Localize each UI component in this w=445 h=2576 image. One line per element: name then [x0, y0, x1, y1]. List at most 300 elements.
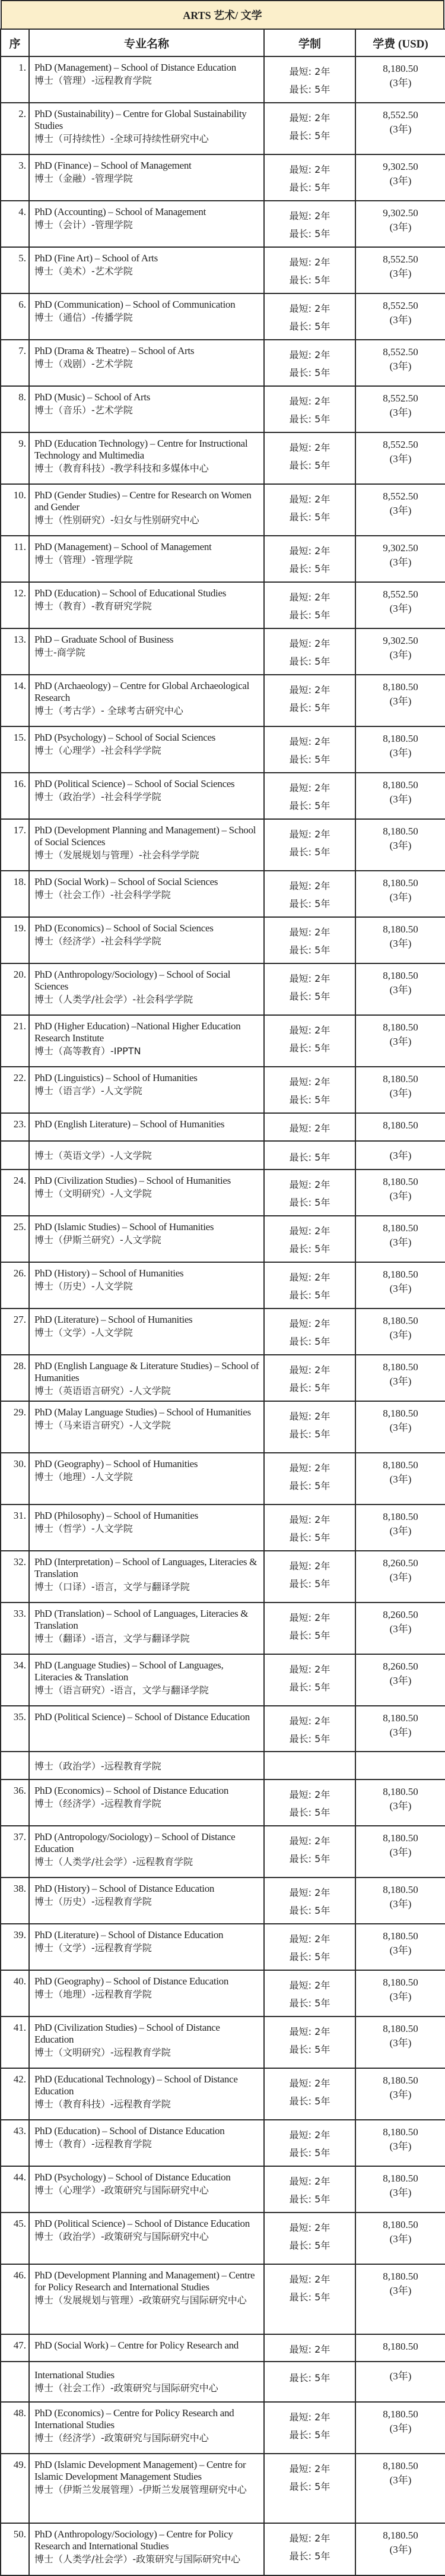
program-name-zh: 博士（发展规划与管理）-社会科学学院: [34, 849, 199, 861]
tuition-fee: 8,552.50: [383, 254, 418, 265]
program-name-zh: 博士（马来语言研究）-人文学院: [34, 1420, 171, 1431]
fee-years: (3年): [389, 1150, 412, 1161]
fee-years: (3年): [389, 1572, 412, 1583]
duration-cell: [264, 293, 355, 340]
duration-cell: [264, 1308, 355, 1355]
table-row-continuation: [1, 1141, 445, 1170]
program-name-cell: [29, 2362, 264, 2402]
min-duration: 最短: 2年: [289, 257, 330, 268]
duration-cell: [264, 103, 355, 154]
table-row: [1, 103, 445, 154]
fee-years: (3年): [389, 2370, 412, 2382]
row-number-text: 35.: [13, 1711, 26, 1722]
program-name-zh: 博士（考古学）- 全球考古研究中心: [34, 705, 183, 716]
row-number: [1, 56, 29, 103]
max-duration: 最长: 5年: [289, 1428, 330, 1440]
fee-years: (3年): [389, 2285, 412, 2296]
program-name-zh: 博士（文明研究）-远程教育学院: [34, 2047, 171, 2058]
table-row: [1, 1970, 445, 2016]
fee-years: (3年): [389, 1190, 412, 1202]
max-duration: 最长: 5年: [289, 1042, 330, 1054]
duration-cell: [264, 201, 355, 247]
duration-cell: [264, 484, 355, 536]
program-name-en: PhD (Political Science) – School of Social Sciences: [34, 778, 235, 789]
duration-cell: [264, 963, 355, 1015]
fee-cell: [355, 1262, 445, 1308]
duration-cell: [264, 871, 355, 917]
program-name-cell: [29, 484, 264, 536]
tuition-fee: 8,180.50: [383, 924, 418, 935]
row-number: [1, 2068, 29, 2120]
row-number-text: 6.: [18, 299, 26, 310]
fee-years: (3年): [389, 1847, 412, 1858]
program-name-zh: 博士（英语语言研究）-人文学院: [34, 1385, 171, 1396]
tuition-fee: 8,552.50: [383, 589, 418, 600]
table-row: [1, 675, 445, 726]
min-duration: 最短: 2年: [289, 1612, 330, 1623]
min-duration: 最短: 2年: [289, 1225, 330, 1237]
program-name-cell: [29, 1654, 264, 1706]
row-number-text: 18.: [13, 876, 26, 887]
fee-cell: [355, 1453, 445, 1504]
tuition-fee: 8,260.50: [383, 1609, 418, 1620]
program-name-cell: [29, 103, 264, 154]
tuition-fee: 8,552.50: [383, 300, 418, 311]
min-duration: 最短: 2年: [289, 592, 330, 603]
min-duration: 最短: 2年: [289, 1514, 330, 1525]
row-number: [1, 1924, 29, 1970]
program-name-cell: [29, 1355, 264, 1401]
fee-cell: [355, 917, 445, 963]
max-duration: 最长: 5年: [289, 754, 330, 765]
tuition-fee: 8,260.50: [383, 1557, 418, 1569]
row-number: [1, 2454, 29, 2523]
tuition-fee: 8,552.50: [383, 109, 418, 121]
fee-cell: [355, 1015, 445, 1067]
program-name-zh: 博士（金融）-管理学院: [34, 173, 133, 184]
min-duration: 最短: 2年: [289, 1462, 330, 1474]
duration-cell: [264, 1878, 355, 1924]
duration-cell: [264, 1015, 355, 1067]
program-name-en: PhD (Management) – School of Management: [34, 541, 212, 552]
row-number: [1, 1780, 29, 1826]
duration-cell: [264, 536, 355, 582]
table-header-row: [1, 29, 445, 56]
fee-years: (3年): [389, 2233, 412, 2245]
program-name-en: PhD (Civilization Studies) – School of Distance Education: [34, 2022, 220, 2045]
program-name-en: PhD (Gender Studies) – Centre for Research on Women and Gender: [34, 489, 252, 513]
row-number-text: 38.: [13, 1883, 26, 1894]
program-name-zh: 博士（人类学/社会学）-政策研究与国际研究中心: [34, 2553, 241, 2565]
row-number: [1, 536, 29, 582]
duration-cell: [264, 247, 355, 293]
program-name-en: PhD (Translation) – School of Languages, Literacies & Translation: [34, 1608, 249, 1631]
program-name-en: PhD (Political Science) – School of Distance Education: [34, 2218, 250, 2229]
duration-cell: [264, 1603, 355, 1654]
fee-years: (3年): [389, 1991, 412, 2002]
program-name-en: PhD (Management) – School of Distance Education: [34, 62, 236, 73]
program-name-cell: [29, 1924, 264, 1970]
program-name-zh: 博士（社会工作）-社会科学学院: [34, 889, 171, 900]
program-name-en: PhD (Social Work) – Centre for Policy Research and: [34, 2340, 239, 2351]
max-duration: 最长: 5年: [289, 182, 330, 193]
fee-cell: [355, 628, 445, 675]
program-name-zh: 博士（人类学/社会学）-社会科学学院: [34, 994, 193, 1005]
row-number-text: 19.: [13, 922, 26, 934]
fee-cell: [355, 2362, 445, 2402]
program-name-cell: [29, 536, 264, 582]
table-row: [1, 1355, 445, 1401]
duration-cell: [264, 1654, 355, 1706]
table-row: [1, 1924, 445, 1970]
duration-cell: [264, 154, 355, 201]
fee-cell: [355, 1141, 445, 1170]
max-duration: 最长: 5年: [289, 2429, 330, 2441]
min-duration: 最短: 2年: [289, 880, 330, 892]
row-number: [1, 2212, 29, 2264]
table-row: [1, 432, 445, 484]
program-name-cell: [29, 773, 264, 819]
row-number-text: 23.: [13, 1118, 26, 1130]
row-number-text: 24.: [13, 1175, 26, 1186]
tuition-fee: 8,180.50: [383, 733, 418, 744]
row-number: [1, 773, 29, 819]
program-fee-sheet: [1, 0, 444, 2576]
program-name-cell: [29, 1141, 264, 1170]
row-number: [1, 1308, 29, 1355]
row-number: [1, 103, 29, 154]
row-number-text: 5.: [18, 252, 26, 264]
max-duration: 最长: 5年: [289, 1289, 330, 1301]
fee-years: (3年): [389, 984, 412, 995]
fee-years: (3年): [389, 1376, 412, 1387]
program-name-en: PhD (Psychology) – School of Distance Education: [34, 2172, 231, 2183]
max-duration: 最长: 5年: [289, 1197, 330, 1208]
table-row: [1, 154, 445, 201]
min-duration: 最短: 2年: [289, 1980, 330, 1991]
row-number-text: 13.: [13, 634, 26, 645]
tuition-fee: 8,180.50: [383, 2173, 418, 2184]
max-duration: 最长: 5年: [289, 2372, 330, 2384]
program-name-en: PhD (Education) – School of Distance Education: [34, 2125, 225, 2136]
max-duration: 最长: 5年: [289, 1480, 330, 1491]
row-number: [1, 2523, 29, 2575]
fee-years: (3年): [389, 1675, 412, 1686]
row-number: [1, 2120, 29, 2166]
program-name-en: PhD (Educational Technology) – School of Distance Education: [34, 2074, 238, 2097]
table-row: [1, 2264, 445, 2334]
row-number: [1, 2334, 29, 2362]
program-name-cell: [29, 1504, 264, 1551]
program-name-zh: 博士（翻译）-语言，文学与翻译学院: [34, 1633, 190, 1644]
table-row: [1, 1067, 445, 1113]
fee-cell: [355, 963, 445, 1015]
program-name-en: PhD (Drama & Theatre) – School of Arts: [34, 345, 195, 356]
program-name-cell: [29, 1706, 264, 1752]
tuition-fee: 9,302.50: [383, 635, 418, 646]
min-duration: 最短: 2年: [289, 349, 330, 361]
fee-years: (3年): [389, 361, 412, 372]
row-number: [1, 2016, 29, 2068]
program-name-zh: 博士（戏剧）-艺术学院: [34, 358, 133, 369]
row-number: [1, 1355, 29, 1401]
fee-cell: [355, 1654, 445, 1706]
program-name-en: PhD (Education) – School of Educational Studies: [34, 587, 227, 599]
row-number-text: 45.: [13, 2218, 26, 2229]
table-row: [1, 1603, 445, 1654]
duration-cell: [264, 56, 355, 103]
tuition-fee: 8,180.50: [383, 1176, 418, 1187]
fee-years: (3年): [389, 222, 412, 233]
min-duration: 最短: 2年: [289, 1179, 330, 1190]
program-name-cell: [29, 2016, 264, 2068]
fee-cell: [355, 2212, 445, 2264]
fee-years: (3年): [389, 794, 412, 805]
min-duration: 最短: 2年: [289, 2274, 330, 2285]
program-name-en: PhD (Political Science) – School of Distance Education: [34, 1711, 250, 1722]
program-name-en: PhD (English Language & Literature Studies) – School of Humanities: [34, 1360, 259, 1383]
fee-cell: [355, 536, 445, 582]
fee-cell: [355, 293, 445, 340]
min-duration: 最短: 2年: [289, 66, 330, 77]
program-name-cell: [29, 432, 264, 484]
tuition-fee: 8,180.50: [383, 1120, 418, 1131]
max-duration: 最长: 5年: [289, 1336, 330, 1347]
program-name-en: PhD (Islamic Development Management) – Centre for Islamic Development Management Studies: [34, 2459, 246, 2482]
row-number-text: 22.: [13, 1072, 26, 1083]
row-number: [1, 2402, 29, 2454]
fee-cell: [355, 2016, 445, 2068]
max-duration: 最长: 5年: [289, 656, 330, 667]
duration-cell: [264, 1141, 355, 1170]
tuition-fee: 9,302.50: [383, 207, 418, 219]
program-name-en: PhD (English Literature) – School of Humanities: [34, 1118, 225, 1130]
tuition-fee: 8,180.50: [383, 1022, 418, 1033]
duration-cell: [264, 1924, 355, 1970]
program-name-zh: 博士（发展规划与管理）-政策研究与国际研究中心: [34, 2294, 247, 2306]
max-duration: 最长: 5年: [289, 991, 330, 1002]
fee-years: (3年): [389, 649, 412, 660]
table-body: [1, 56, 445, 2575]
program-name-zh: 博士（政治学）-社会科学学院: [34, 791, 161, 802]
program-name-cell: [29, 1453, 264, 1504]
program-name-cell: [29, 1970, 264, 2016]
program-name-zh: 博士（口译）-语言，文学与翻译学院: [34, 1581, 190, 1592]
table-row: [1, 201, 445, 247]
program-name-en: PhD (Literature) – School of Distance Education: [34, 1929, 224, 1940]
program-name-en: PhD (Economics) – School of Distance Education: [34, 1785, 229, 1796]
fee-years: (3年): [389, 175, 412, 187]
duration-cell: [264, 675, 355, 726]
fee-years: (3年): [389, 1945, 412, 1956]
header-fee: 学费 (USD): [355, 29, 445, 56]
program-table: [0, 29, 445, 2576]
table-row: [1, 2523, 445, 2575]
program-name-cell: [29, 1170, 264, 1216]
duration-cell: [264, 1780, 355, 1826]
program-name-cell: [29, 247, 264, 293]
fee-years: (3年): [389, 1088, 412, 1099]
duration-cell: [264, 2166, 355, 2212]
max-duration: 最长: 5年: [289, 1094, 330, 1105]
duration-cell: [264, 1453, 355, 1504]
program-name-cell: [29, 675, 264, 726]
table-row: [1, 1308, 445, 1355]
max-duration: 最长: 5年: [289, 2550, 330, 2562]
row-number-text: 50.: [13, 2528, 26, 2540]
fee-cell: [355, 1504, 445, 1551]
program-name-en: PhD (Music) – School of Arts: [34, 391, 151, 403]
fee-years: (3年): [389, 2474, 412, 2486]
program-name-cell: [29, 2523, 264, 2575]
row-number-text: 29.: [13, 1406, 26, 1418]
program-name-zh: 博士（语言研究）-语言，文学与翻译学院: [34, 1684, 209, 1696]
tuition-fee: 8,180.50: [383, 1884, 418, 1895]
min-duration: 最短: 2年: [289, 1272, 330, 1283]
tuition-fee: 9,302.50: [383, 542, 418, 554]
fee-years: (3年): [389, 1422, 412, 1433]
table-row: [1, 2016, 445, 2068]
program-name-zh: 博士（教育）-教育研究学院: [34, 600, 152, 612]
row-number-text: 46.: [13, 2270, 26, 2281]
tuition-fee: 8,180.50: [383, 1361, 418, 1373]
row-number: [1, 917, 29, 963]
row-number: [1, 1603, 29, 1654]
duration-cell: [264, 1216, 355, 1262]
fee-cell: [355, 154, 445, 201]
program-name-zh: 博士（可持续性）-全球可持续性研究中心: [34, 133, 209, 144]
row-number-text: 4.: [18, 206, 26, 217]
tuition-fee: 8,180.50: [383, 681, 418, 693]
row-number-text: 17.: [13, 824, 26, 836]
max-duration: 最长: 5年: [289, 2240, 330, 2251]
program-name-zh: 博士（教育科技）-远程教育学院: [34, 2098, 171, 2110]
duration-cell: [264, 2523, 355, 2575]
max-duration: 最长: 5年: [289, 1951, 330, 1962]
fee-cell: [355, 103, 445, 154]
min-duration: 最短: 2年: [289, 396, 330, 407]
tuition-fee: 8,180.50: [383, 2023, 418, 2034]
max-duration: 最长: 5年: [289, 2193, 330, 2205]
row-number: [1, 201, 29, 247]
max-duration: 最长: 5年: [289, 511, 330, 523]
program-name-cell: [29, 2454, 264, 2523]
min-duration: 最短: 2年: [289, 442, 330, 453]
table-row: [1, 1262, 445, 1308]
row-number-text: 1.: [18, 62, 26, 73]
program-name-cell: [29, 1878, 264, 1924]
header-num: 序: [1, 29, 29, 56]
fee-cell: [355, 1780, 445, 1826]
row-number-text: 40.: [13, 1976, 26, 1987]
min-duration: 最短: 2年: [289, 1025, 330, 1036]
program-name-en: PhD (Fine Art) – School of Arts: [34, 252, 158, 264]
tuition-fee: 8,180.50: [383, 2271, 418, 2282]
duration-cell: [264, 582, 355, 628]
tuition-fee: 8,180.50: [383, 1408, 418, 1419]
duration-cell: [264, 2120, 355, 2166]
program-name-cell: [29, 2264, 264, 2334]
program-name-cell: [29, 201, 264, 247]
fee-cell: [355, 1113, 445, 1141]
min-duration: 最短: 2年: [289, 545, 330, 557]
max-duration: 最长: 5年: [289, 800, 330, 811]
fee-years: (3年): [389, 1474, 412, 1485]
row-number: [1, 154, 29, 201]
table-row: [1, 1878, 445, 1924]
row-number-text: 11.: [14, 541, 26, 552]
max-duration: 最长: 5年: [289, 1681, 330, 1693]
program-name-en: PhD (History) – School of Humanities: [34, 1268, 184, 1279]
program-name-en: PhD (Finance) – School of Management: [34, 160, 192, 171]
duration-cell: [264, 1504, 355, 1551]
program-name-zh: 博士（语言学）-人文学院: [34, 1085, 142, 1096]
program-name-en: PhD (Civilization Studies) – School of Humanities: [34, 1175, 231, 1186]
program-name-en: PhD (Archaeology) – Centre for Global Archaeological Research: [34, 680, 250, 703]
row-number-text: 32.: [13, 1556, 26, 1567]
fee-years: (3年): [389, 2141, 412, 2152]
table-row: [1, 2212, 445, 2264]
tuition-fee: 8,180.50: [383, 1930, 418, 1942]
tuition-fee: 8,180.50: [383, 1315, 418, 1326]
tuition-fee: 8,180.50: [383, 779, 418, 791]
fee-years: (3年): [389, 268, 412, 279]
header-program-name: 专业名称: [29, 29, 264, 56]
fee-cell: [355, 1603, 445, 1654]
table-row: [1, 1654, 445, 1706]
fee-years: (3年): [389, 2423, 412, 2434]
fee-years: (3年): [389, 505, 412, 516]
row-number-text: 42.: [13, 2074, 26, 2085]
max-duration: 最长: 5年: [289, 2095, 330, 2107]
fee-cell: [355, 675, 445, 726]
table-row: [1, 386, 445, 432]
row-number-text: 26.: [13, 1268, 26, 1279]
program-name-cell: [29, 340, 264, 386]
fee-cell: [355, 2402, 445, 2454]
program-name-cell: [29, 2068, 264, 2120]
row-number: [1, 1170, 29, 1216]
fee-years: (3年): [389, 407, 412, 418]
duration-cell: [264, 386, 355, 432]
row-number: [1, 963, 29, 1015]
max-duration: 最长: 5年: [289, 1630, 330, 1641]
fee-cell: [355, 726, 445, 773]
row-number-text: 30.: [13, 1458, 26, 1469]
program-name-zh: 博士（高等教育）-IPPTN: [34, 1045, 141, 1057]
program-name-en: PhD (Sustainability) – Centre for Global Sustainability Studies: [34, 108, 247, 131]
program-name-cell: [29, 1216, 264, 1262]
program-name-cell: [29, 154, 264, 201]
fee-years: (3年): [389, 840, 412, 851]
row-number: [1, 1752, 29, 1780]
program-name-zh: 博士（管理）-远程教育学院: [34, 75, 152, 86]
min-duration: 最短: 2年: [289, 2463, 330, 2474]
program-name-cell: [29, 56, 264, 103]
row-number-text: 12.: [13, 587, 26, 599]
max-duration: 最长: 5年: [289, 1997, 330, 2009]
table-row: [1, 293, 445, 340]
row-number-text: 20.: [13, 969, 26, 980]
min-duration: 最短: 2年: [289, 1318, 330, 1329]
min-duration: 最短: 2年: [289, 2078, 330, 2089]
row-number: [1, 432, 29, 484]
program-name-en: PhD (Higher Education) –National Higher Education Research Institute: [34, 1020, 241, 1044]
table-row: [1, 536, 445, 582]
tuition-fee: 8,180.50: [383, 2219, 418, 2230]
min-duration: 最短: 2年: [289, 1933, 330, 1945]
row-number: [1, 1504, 29, 1551]
